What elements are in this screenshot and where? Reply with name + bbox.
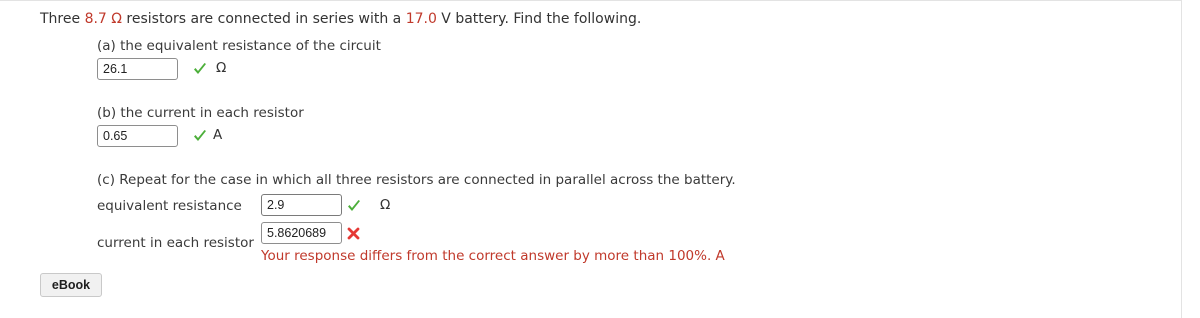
part-a-answer-input[interactable]: 26.1 (97, 58, 178, 80)
question-suffix: V battery. Find the following. (436, 11, 642, 27)
current-each-resistor-label: current in each resistor (97, 235, 254, 251)
part-c-label: (c) Repeat for the case in which all three resistors are connected in parallel across the battery. (97, 172, 736, 188)
question-middle: resistors are connected in series with a (121, 11, 406, 27)
equivalent-resistance-input[interactable]: 2.9 (261, 194, 342, 216)
equivalent-resistance-label: equivalent resistance (97, 198, 242, 214)
resistance-value: 8.7 Ω (84, 11, 122, 27)
current-each-resistor-input[interactable]: 5.8620689 (261, 222, 342, 244)
cross-icon (347, 227, 360, 240)
equivalent-resistance-unit: Ω (380, 197, 391, 213)
part-b-label: (b) the current in each resistor (97, 105, 304, 121)
check-icon (347, 199, 361, 213)
question-prefix: Three (40, 11, 85, 27)
check-icon (193, 129, 207, 143)
part-a-label: (a) the equivalent resistance of the circuit (97, 38, 381, 54)
check-icon (193, 62, 207, 76)
part-b-answer-input[interactable]: 0.65 (97, 125, 178, 147)
current-feedback-message: Your response differs from the correct answer by more than 100%. A (261, 248, 725, 264)
ebook-button[interactable]: eBook (40, 273, 102, 297)
voltage-value: 17.0 (405, 11, 437, 27)
part-b-unit: A (213, 127, 223, 143)
part-a-unit: Ω (216, 60, 227, 76)
question-text (40, 11, 641, 27)
